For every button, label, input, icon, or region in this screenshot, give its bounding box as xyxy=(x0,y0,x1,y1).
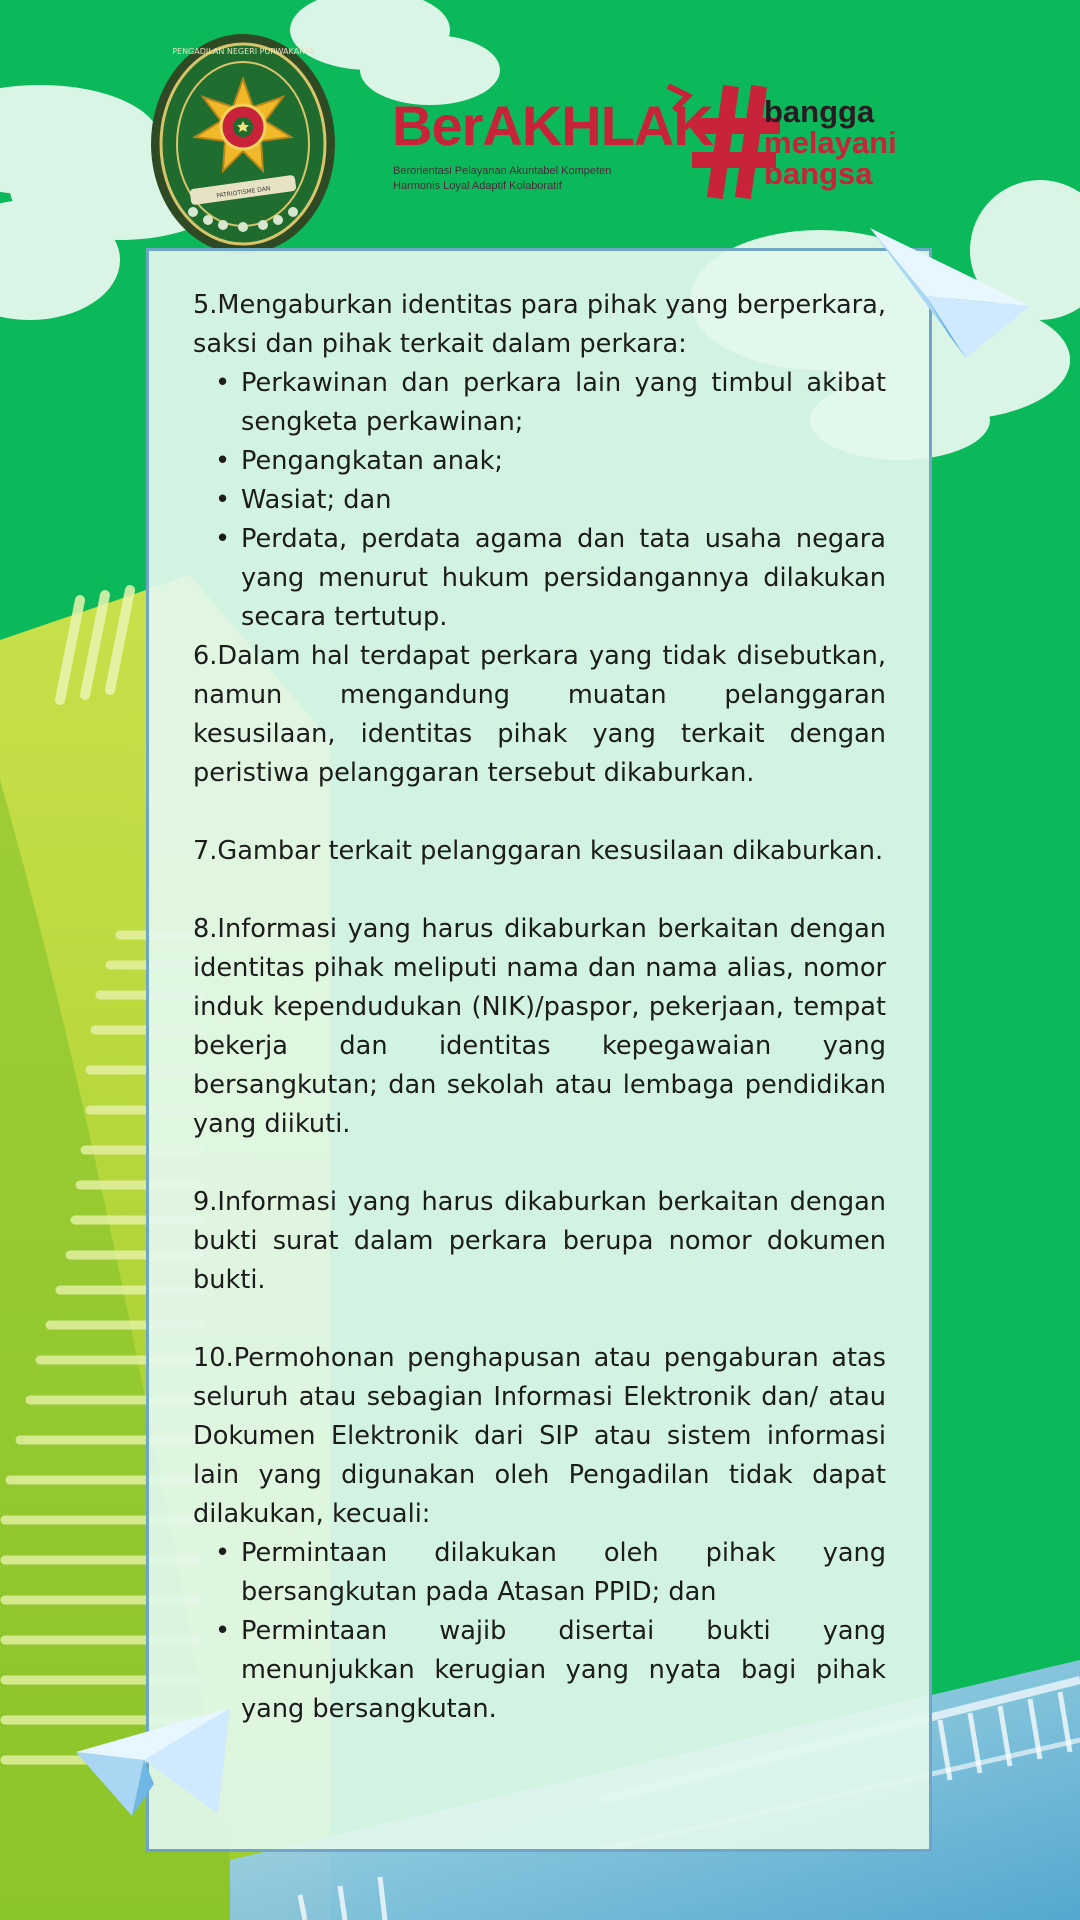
court-seal-logo xyxy=(148,32,338,256)
brand-tagline-2: Harmonis Loyal Adaptif Kolaboratif xyxy=(393,180,562,192)
paragraph-9: 9.Informasi yang harus dikaburkan berkaitan dengan bukti surat dalam perkara berupa nomor dokumen bukti. xyxy=(193,1187,886,1295)
list-item: • Permintaan wajib disertai bukti yang menunjukkan kerugian yang nyata bagi pihak yang bersangkutan. xyxy=(241,1612,886,1729)
paragraph-6: 6.Dalam hal terdapat perkara yang tidak disebutkan, namun mengandung muatan pelanggaran kesusilaan, identitas pihak yang terkait dengan peristiwa pelanggaran tersebut dikaburkan. xyxy=(193,641,886,788)
list-item: • Pengangkatan anak; xyxy=(241,442,886,481)
slogan-line-2: melayani xyxy=(764,125,897,160)
court-seal-text: PENGADILAN NEGERI PURWAKARTA xyxy=(172,47,314,56)
paper-plane-top-icon xyxy=(862,224,1032,364)
paper-plane-bottom-icon xyxy=(74,1704,234,1824)
paragraph-8: 8.Informasi yang harus dikaburkan berkaitan dengan identitas pihak meliputi nama dan nama alias, nomor induk kependudukan (NIK)/paspor, pekerjaan, tempat bekerja dan identitas kepegawaian yang bersangkutan; dan sekolah atau lembaga pendidikan yang diikuti. xyxy=(193,914,886,1139)
court-seal-ribbon: PATRIOTISME DAN xyxy=(215,185,271,200)
paragraph-5-list xyxy=(193,364,886,637)
chevron-icon xyxy=(664,82,694,112)
slogan-line-3: bangsa xyxy=(764,156,873,191)
list-item: • Perkawinan dan perkara lain yang timbul akibat sengketa perkawinan; xyxy=(241,364,886,442)
berakhlak-brand xyxy=(392,80,952,210)
list-item: • Wasiat; dan xyxy=(241,481,886,520)
paragraph-7: 7.Gambar terkait pelanggaran kesusilaan dikaburkan. xyxy=(193,836,884,866)
list-item: • Perdata, perdata agama dan tata usaha negara yang menurut hukum persidangannya dilakukan secara tertutup. xyxy=(241,520,886,637)
paragraph-10-list xyxy=(193,1534,886,1729)
brand-wordmark: BerAKHLAK xyxy=(392,94,713,157)
content-text xyxy=(193,286,886,1729)
slogan-line-1: bangga xyxy=(764,94,875,129)
paragraph-5: 5.Mengaburkan identitas para pihak yang berperkara, saksi dan pihak terkait dalam perkara: xyxy=(193,290,886,359)
paragraph-10: 10.Permohonan penghapusan atau pengaburan atas seluruh atau sebagian Informasi Elektronik dan/ atau Dokumen Elektronik dari SIP atau sistem informasi lain yang digunakan oleh Pengadilan tidak dapat dilakukan, kecuali: xyxy=(193,1343,886,1529)
list-item: • Permintaan dilakukan oleh pihak yang bersangkutan pada Atasan PPID; dan xyxy=(241,1534,886,1612)
brand-tagline-1: Berorientasi Pelayanan Akuntabel Kompeten xyxy=(393,165,612,177)
